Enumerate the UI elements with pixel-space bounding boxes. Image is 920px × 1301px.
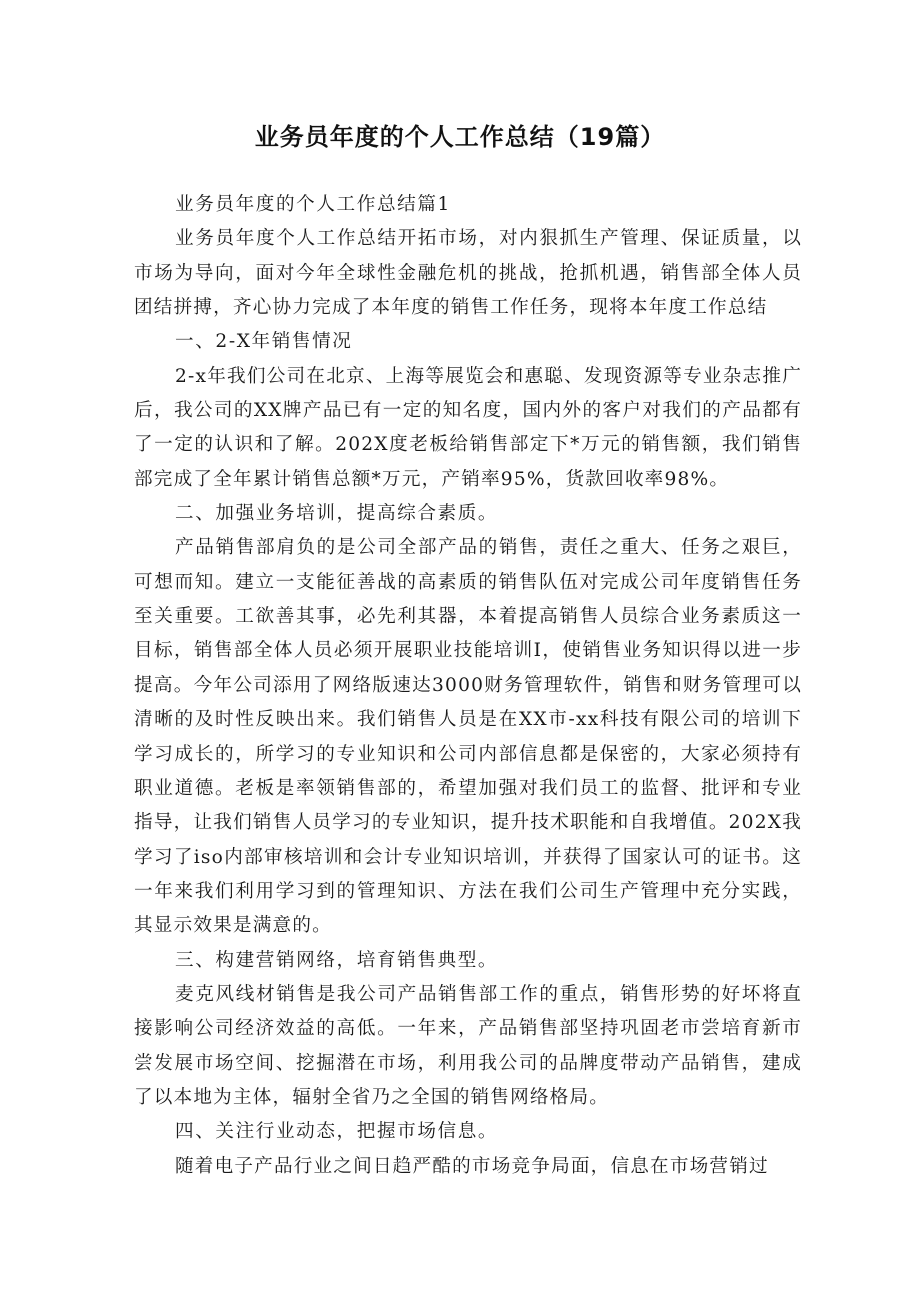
paragraph: 业务员年度个人工作总结开拓市场，对内狠抓生产管理、保证质量，以市场为导向，面对今年全球性金融危机的挑战，抢抓机遇，销售部全体人员团结拼搏，齐心协力完成了本年度的销售工作任务，现将本年度工作总结 — [134, 228, 802, 319]
section-heading: 四、关注行业动态，把握市场信息。 — [175, 1121, 499, 1143]
paragraph: 麦克风线材销售是我公司产品销售部工作的重点，销售形势的好坏将直接影响公司经济效益的高低。一年来，产品销售部坚持巩固老市尝培育新市尝发展市场空间、挖掘潜在市场，利用我公司的品牌度带动产品销售，建成了以本地为主体，辐射全省乃之全国的销售网络格局。 — [134, 983, 802, 1108]
document-body — [134, 188, 802, 1184]
section-heading: 业务员年度的个人工作总结篇1 — [175, 194, 451, 215]
paragraph: 随着电子产品行业之间日趋严酷的市场竞争局面，信息在市场营销过 — [175, 1155, 769, 1177]
page-title: 业务员年度的个人工作总结（19篇） — [254, 123, 666, 151]
paragraph: 产品销售部肩负的是公司全部产品的销售，责任之重大、任务之艰巨，可想而知。建立一支能征善战的高素质的销售队伍对完成公司年度销售任务至关重要。工欲善其事，必先利其器，本着提高销售人员综合业务素质这一目标，销售部全体人员必须开展职业技能培训I，使销售业务知识得以进一步提高。今年公司添用了网络版速达3000财务管理软件，销售和财务管理可以清晰的及时性反映出来。我们销售人员是在XX市-xx科技有限公司的培训下学习成长的，所学习的专业知识和公司内部信息都是保密的，大家必须持有职业道德。老板是率领销售部的，希望加强对我们员工的监督、批评和专业指导，让我们销售人员学习的专业知识，提升技术职能和自我增值。202X我学习了iso内部审核培训和会计专业知识培训，并获得了国家认可的证书。这一年来我们利用学习到的管理知识、方法在我们公司生产管理中充分实践，其显示效果是满意的。 — [134, 537, 802, 937]
section-heading: 一、2-X年销售情况 — [175, 331, 353, 353]
section-heading: 二、加强业务培训，提高综合素质。 — [175, 503, 499, 525]
section-heading: 三、构建营销网络，培育销售典型。 — [175, 949, 499, 971]
paragraph: 2-x年我们公司在北京、上海等展览会和惠聪、发现资源等专业杂志推广后，我公司的XX牌产品已有一定的知名度，国内外的客户对我们的产品都有了一定的认识和了解。202X度老板给销售部定下*万元的销售额，我们销售部完成了全年累计销售总额*万元，产销率95%，货款回收率98%。 — [134, 365, 802, 490]
